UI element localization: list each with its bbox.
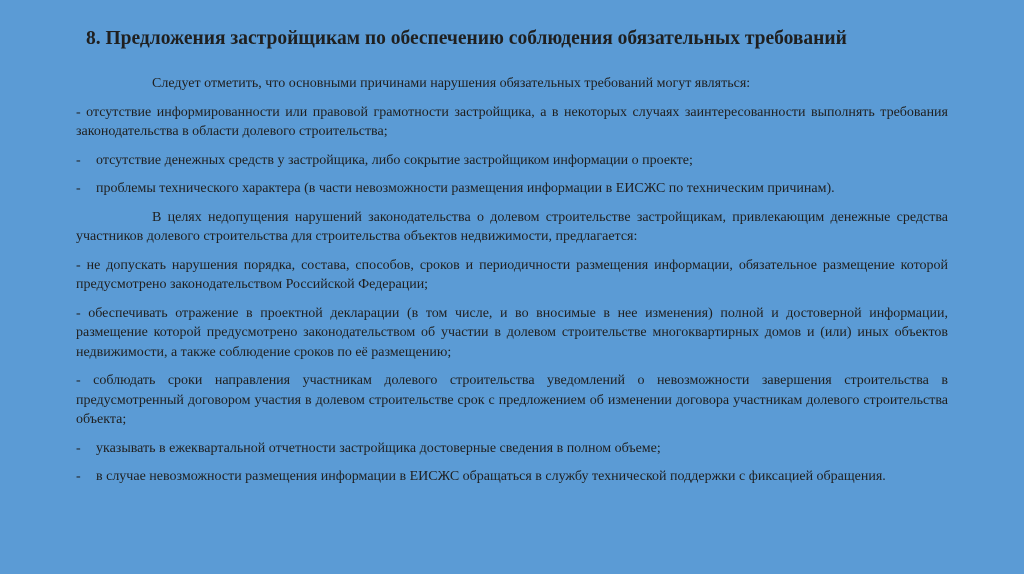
bullet-dash: - [76,440,81,456]
list-item: - не допускать нарушения порядка, состава, способов, сроков и периодичности размещения информации, обязательное размещение которой предусмотрено законодательством Российской Федерации; [76,257,948,292]
list-item-text: в случае невозможности размещения информации в ЕИСЖС обращаться в службу технической поддержки с фиксацией обращения. [96,469,886,484]
list-item [76,439,948,459]
list-item-text: указывать в ежеквартальной отчетности застройщика достоверные сведения в полном объеме; [96,440,661,456]
bullet-dash: - [76,152,81,168]
list-item [76,179,948,199]
list-item [76,151,948,171]
list-item: - соблюдать сроки направления участникам долевого строительства уведомлений о невозможности завершения строительства в предусмотренный договором участия в долевом строительстве срок с предложением об изменении договора участникам долевого строительства объекта; [76,373,948,427]
list-item-text: отсутствие денежных средств у застройщика, либо сокрытие застройщиком информации о проекте; [96,152,693,168]
bullet-dash: - [76,181,81,196]
list-item: - отсутствие информированности или правовой грамотности застройщика, а в некоторых случаях заинтересованности выполнять требования законодательства в области долевого строительства; [76,104,948,139]
list-item: - обеспечивать отражение в проектной декларации (в том числе, и во вносимые в нее изменения) полной и достоверной информации, размещение которой предусмотрено законодательством об участии в долевом строительстве многоквартирных домов и (или) иных объектов недвижимости, а также соблюдение сроков по её размещению; [76,305,948,360]
bullet-dash: - [76,469,81,484]
intro-paragraph: Следует отметить, что основными причинами нарушения обязательных требований могут являться: [152,76,751,91]
list-item [76,467,948,487]
purpose-paragraph: В целях недопущения нарушений законодательства о долевом строительстве застройщикам, привлекающим денежные средства участников долевого строительства для строительства объектов недвижимости, предлагается: [76,209,948,244]
list-item-text: проблемы технического характера (в части невозможности размещения информации в ЕИСЖС по техническим причинам). [96,181,835,196]
slide-title: 8. Предложения застройщикам по обеспечению соблюдения обязательных требований [86,28,847,49]
slide-body [76,74,948,496]
